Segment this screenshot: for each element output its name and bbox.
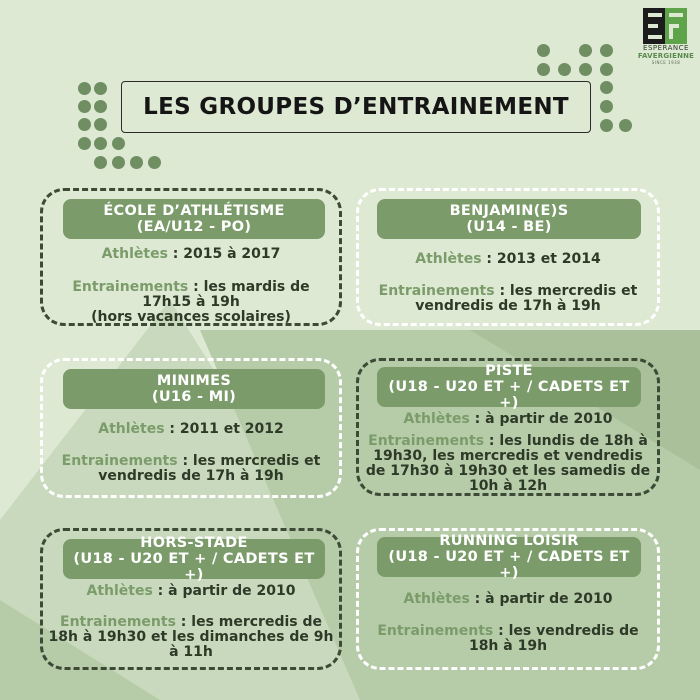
athletes-line: Athlètes : à partir de 2010 [86, 583, 296, 599]
card-subtitle: (U18 - U20 ET + / CADETS ET +) [388, 549, 630, 581]
card-header [377, 533, 641, 581]
page-title: LES GROUPES D’ENTRAINEMENT [143, 94, 569, 120]
athletes-line: Athlètes : 2011 et 2012 [98, 421, 284, 437]
card-header [377, 363, 641, 411]
card-subtitle: (U16 - MI) [151, 389, 237, 405]
training-line: 18h à 19h30 et les dimanches de 9h [48, 629, 334, 645]
club-logo [636, 8, 696, 78]
training-line: (hors vacances scolaires) [91, 309, 291, 325]
card-running-loisir [356, 528, 660, 670]
card-hors-stade [40, 528, 342, 670]
page-title-box [121, 81, 591, 133]
training-line: 10h à 12h [468, 478, 548, 494]
training-line: vendredis de 17h à 19h [415, 298, 601, 314]
athletes-line: Athlètes : 2013 et 2014 [415, 251, 601, 267]
training-line: 18h à 19h [468, 638, 548, 654]
card-subtitle: (U14 - BE) [466, 219, 552, 235]
logo-text-since: SINCE 1938 [651, 60, 681, 65]
training-line: Entrainements : les mercredis et [378, 283, 638, 299]
card-minimes [40, 358, 342, 498]
card-title: PISTE [485, 363, 533, 379]
card-header [63, 199, 325, 239]
training-line: Entrainements : les lundis de 18h à [368, 433, 648, 449]
logo-text-esperance: ESPÉRANCE [643, 44, 689, 52]
card-subtitle: (EA/U12 - PO) [136, 219, 252, 235]
training-line: Entrainements : les mercredis et [61, 453, 321, 469]
card-subtitle: (U18 - U20 ET + / CADETS ET +) [73, 551, 315, 583]
training-line: vendredis de 17h à 19h [98, 468, 284, 484]
training-line: Entrainements : les vendredis de [377, 623, 639, 639]
card-header [63, 535, 325, 583]
card-title: MINIMES [156, 373, 232, 389]
athletes-line: Athlètes : à partir de 2010 [403, 411, 613, 427]
ef-logo-icon [643, 8, 689, 44]
card-title: BENJAMIN(E)S [449, 203, 569, 219]
card-benjamins [356, 188, 660, 326]
card-ecole-athletisme [40, 188, 342, 326]
training-line: à 11h [169, 644, 213, 660]
training-line: 19h30, les mercredis et vendredis [373, 448, 643, 464]
training-line: Entrainements : les mercredis de [60, 614, 322, 630]
card-title: RUNNING LOISIR [439, 533, 579, 549]
athletes-line: Athlètes : à partir de 2010 [403, 591, 613, 607]
athletes-line: Athlètes : 2015 à 2017 [101, 246, 281, 262]
logo-text-favergienne: FAVERGIENNE [637, 52, 695, 60]
card-header [63, 369, 325, 409]
card-title: HORS-STADE [140, 535, 248, 551]
card-header [377, 199, 641, 239]
card-title: ÉCOLE D’ATHLÉTISME [103, 203, 285, 219]
training-line: Entrainements : les mardis de [72, 279, 310, 295]
training-line: 17h15 à 19h [142, 294, 240, 310]
card-piste [356, 358, 660, 496]
card-subtitle: (U18 - U20 ET + / CADETS ET +) [388, 379, 630, 411]
training-line: de 17h30 à 19h30 et les samedis de [365, 463, 651, 479]
